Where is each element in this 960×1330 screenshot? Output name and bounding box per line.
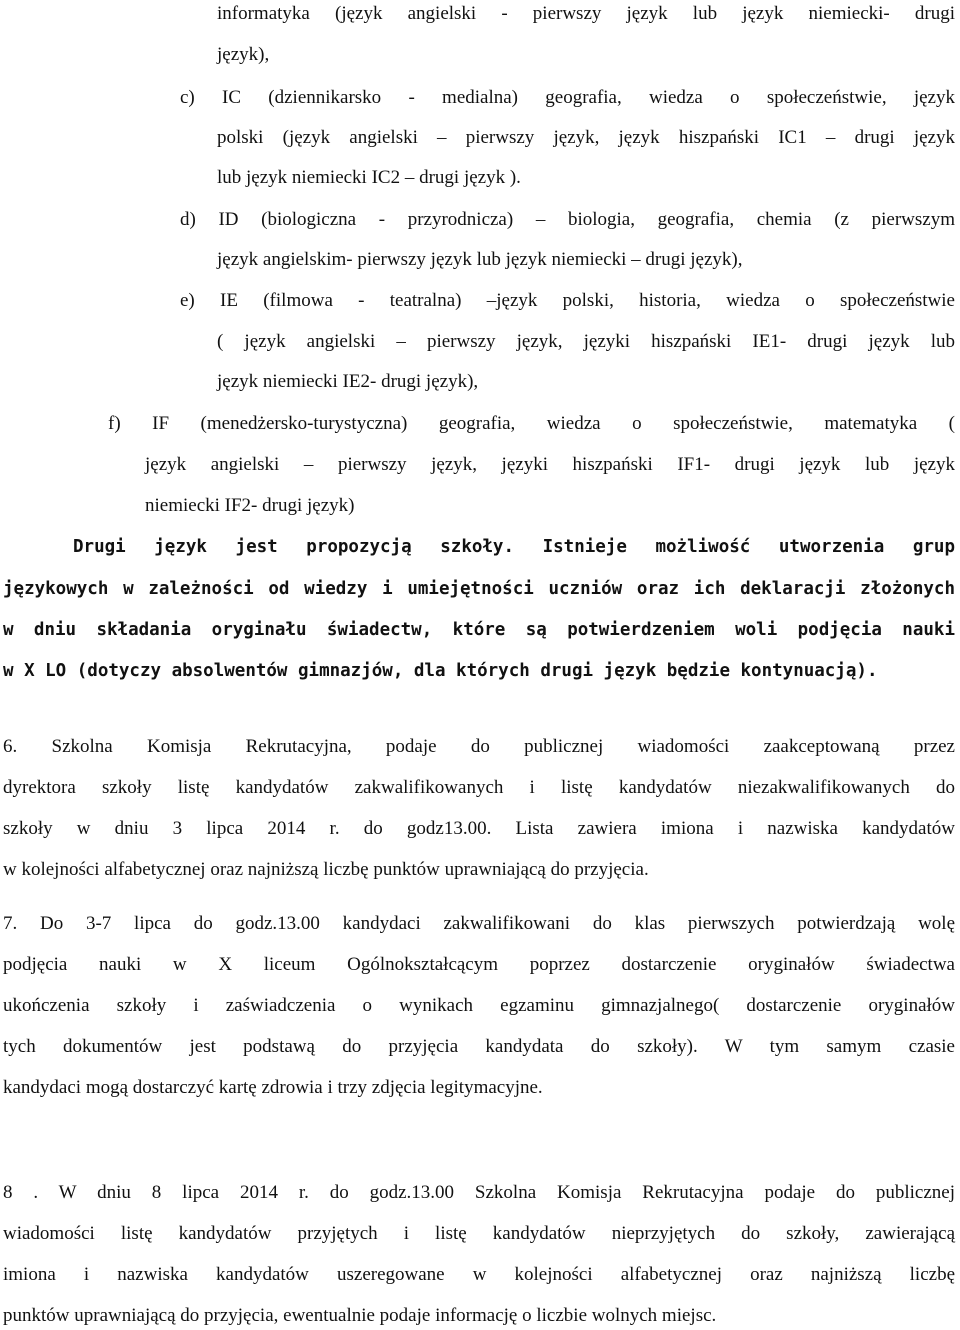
list-item-c-line: polski (język angielski – pierwszy język, język hiszpański IC1 – drugi język	[217, 127, 955, 148]
point-7-line: kandydaci mogą dostarczyć kartę zdrowia i trzy zdjęcia legitymacyjne.	[3, 1077, 543, 1098]
list-item-f-line: niemiecki IF2- drugi język)	[145, 495, 355, 516]
list-item-f: f) IF (menedżersko-turystyczna) geografia, wiedza o społeczeństwie, matematyka (	[108, 413, 955, 434]
language-note: Drugi język jest propozycją szkoły. Istnieje możliwość utworzenia grup	[73, 537, 955, 557]
language-note-line: w dniu składania oryginału świadectw, które są potwierdzeniem woli podjęcia nauki	[3, 620, 955, 640]
point-7-line: tych dokumentów jest podstawą do przyjęcia kandydata do szkoły). W tym samym czasie	[3, 1036, 955, 1057]
list-item-c: c) IC (dziennikarsko - medialna) geografia, wiedza o społeczeństwie, język	[180, 87, 955, 108]
point-6: 6. Szkolna Komisja Rekrutacyjna, podaje do publicznej wiadomości zaakceptowaną przez	[3, 736, 955, 757]
list-item-f-line: język angielski – pierwszy język, języki hiszpański IF1- drugi język lub język	[145, 454, 955, 475]
list-item-d: d) ID (biologiczna - przyrodnicza) – biologia, geografia, chemia (z pierwszym	[180, 209, 955, 230]
point-6-line: dyrektora szkoły listę kandydatów zakwalifikowanych i listę kandydatów niezakwalifikowanych do	[3, 777, 955, 798]
list-item-e-line: ( język angielski – pierwszy język, języki hiszpański IE1- drugi język lub	[217, 331, 955, 352]
list-item-e: e) IE (filmowa - teatralna) –język polski, historia, wiedza o społeczeństwie	[180, 290, 955, 311]
point-8-line: punktów uprawniającą do przyjęcia, ewentualnie podaje informację o liczbie wolnych miejsc.	[3, 1305, 717, 1326]
language-note-line: w X LO (dotyczy absolwentów gimnazjów, dla których drugi język będzie kontynuacją).	[3, 661, 878, 681]
point-7-line: ukończenia szkoły i zaświadczenia o wynikach egzaminu gimnazjalnego( dostarczenie oryginałów	[3, 995, 955, 1016]
point-6-line: szkoły w dniu 3 lipca 2014 r. do godz13.00. Lista zawiera imiona i nazwiska kandydatów	[3, 818, 955, 839]
point-7-line: podjęcia nauki w X liceum Ogólnokształcącym poprzez dostarczenie oryginałów świadectwa	[3, 954, 955, 975]
point-7: 7. Do 3-7 lipca do godz.13.00 kandydaci zakwalifikowani do klas pierwszych potwierdzają wolę	[3, 913, 955, 934]
list-item-e-line: język niemiecki IE2- drugi język),	[217, 371, 479, 392]
point-8-line: wiadomości listę kandydatów przyjętych i listę kandydatów nieprzyjętych do szkoły, zawierającą	[3, 1223, 955, 1244]
language-note-line: językowych w zależności od wiedzy i umiejętności uczniów oraz ich deklaracji złożonych	[3, 579, 955, 599]
list-item-b-line: informatyka (język angielski - pierwszy język lub język niemiecki- drugi	[217, 3, 955, 24]
point-6-line: w kolejności alfabetycznej oraz najniższą liczbę punktów uprawniającą do przyjęcia.	[3, 859, 649, 880]
point-8: 8 . W dniu 8 lipca 2014 r. do godz.13.00 Szkolna Komisja Rekrutacyjna podaje do publicznej	[3, 1182, 955, 1203]
list-item-d-line: język angielskim- pierwszy język lub język niemiecki – drugi język),	[217, 249, 743, 270]
point-8-line: imiona i nazwiska kandydatów uszeregowane w kolejności alfabetycznej oraz najniższą liczbę	[3, 1264, 955, 1285]
list-item-c-line: lub język niemiecki IC2 – drugi język ).	[217, 167, 521, 188]
list-item-b-line: język),	[217, 44, 270, 65]
